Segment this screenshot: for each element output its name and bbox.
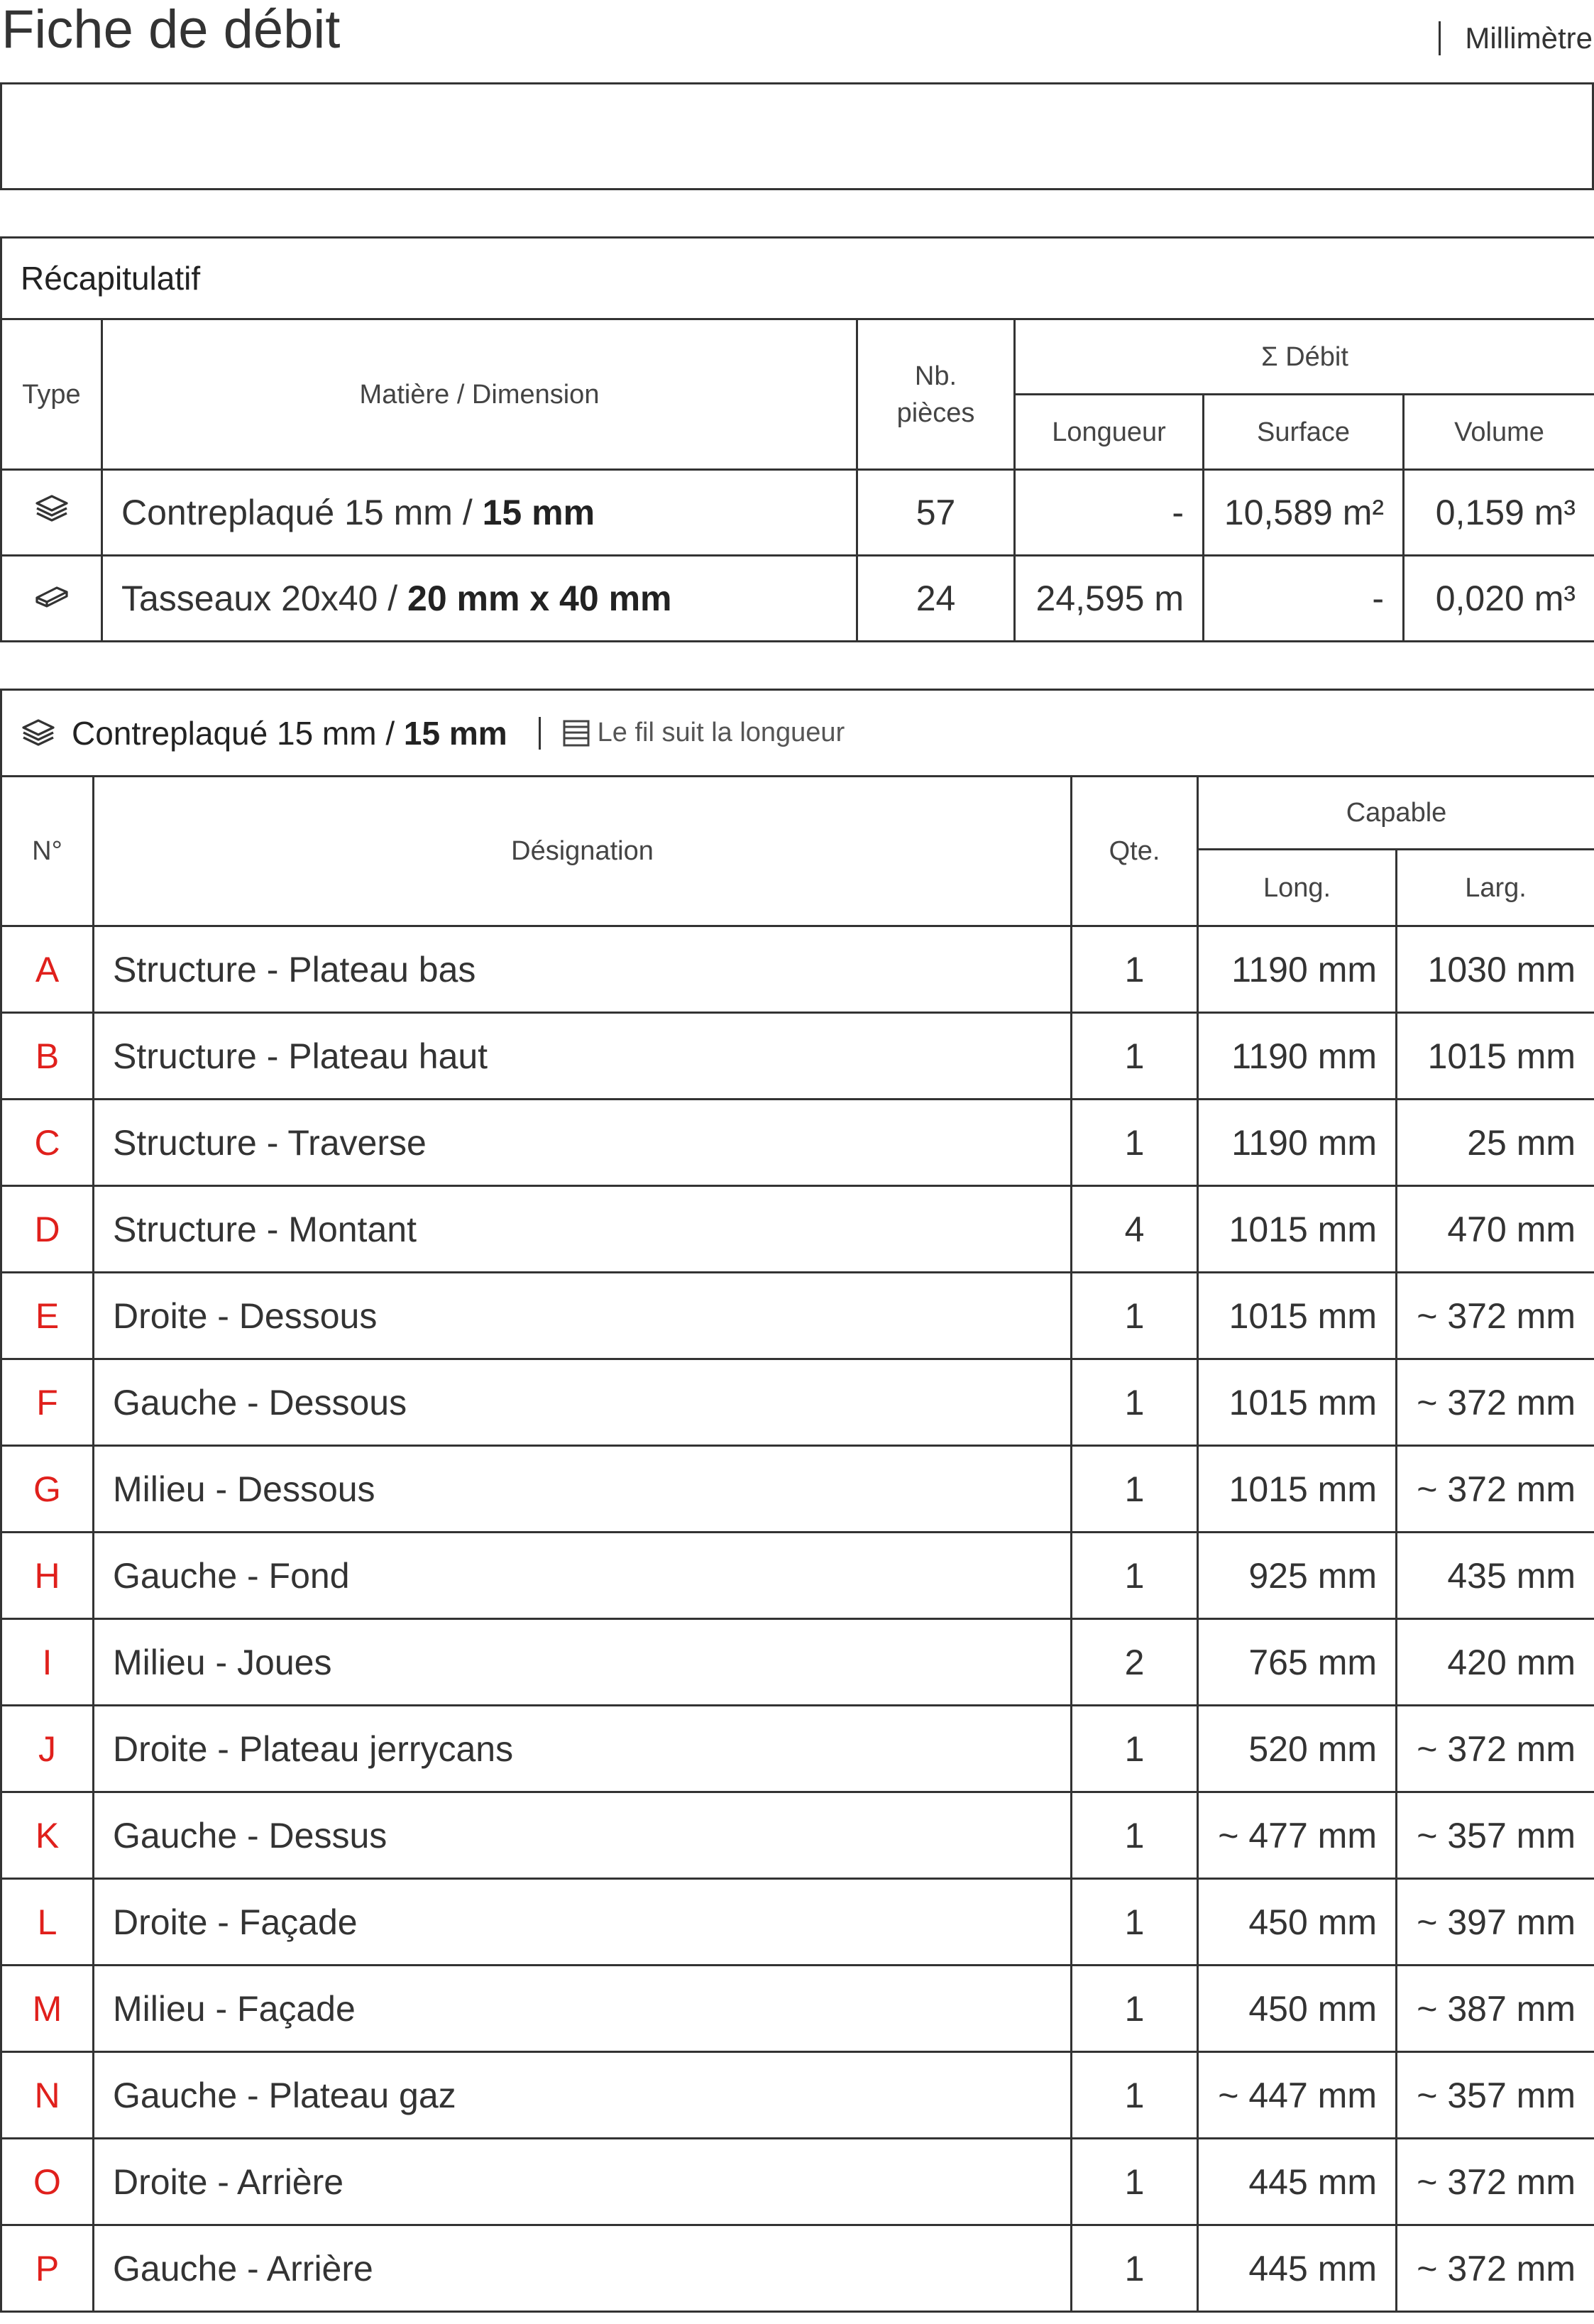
table-row: [1, 1619, 1594, 1706]
part-designation: Droite - Arrière: [94, 2139, 1072, 2225]
part-id: C: [1, 1100, 94, 1186]
part-qty: 1: [1072, 1879, 1198, 1966]
units-indicator: [1439, 17, 1593, 60]
table-row: [1, 1966, 1594, 2052]
part-qty: 1: [1072, 2225, 1198, 2312]
recap-dim-separator: /: [452, 493, 483, 532]
part-long: ~ 477 mm: [1198, 1792, 1397, 1879]
panel-header-capable: Capable: [1198, 777, 1594, 850]
part-id: G: [1, 1446, 94, 1533]
part-larg: 420 mm: [1397, 1619, 1594, 1706]
part-larg: ~ 357 mm: [1397, 2052, 1594, 2139]
part-designation: Structure - Plateau haut: [94, 1013, 1072, 1100]
panel-header-long: Long.: [1198, 850, 1397, 926]
recap-volume: 0,020 m³: [1404, 556, 1594, 642]
part-larg: 470 mm: [1397, 1186, 1594, 1273]
part-larg: 25 mm: [1397, 1100, 1594, 1186]
part-qty: 1: [1072, 2052, 1198, 2139]
part-qty: 1: [1072, 1446, 1198, 1533]
part-long: 445 mm: [1198, 2139, 1397, 2225]
part-designation: Droite - Façade: [94, 1879, 1072, 1966]
part-id: J: [1, 1706, 94, 1792]
part-larg: ~ 372 mm: [1397, 2139, 1594, 2225]
part-long: 450 mm: [1198, 1879, 1397, 1966]
table-row: [1, 2052, 1594, 2139]
plywood-sheet-icon: [21, 718, 56, 749]
panel-header-qty: Qte.: [1072, 777, 1198, 926]
panel-header-larg: Larg.: [1397, 850, 1594, 926]
part-qty: 1: [1072, 1533, 1198, 1619]
part-qty: 1: [1072, 1706, 1198, 1792]
part-designation: Structure - Traverse: [94, 1100, 1072, 1186]
recap-row: [1, 556, 1594, 642]
part-long: 445 mm: [1198, 2225, 1397, 2312]
plywood-sheet-icon: [34, 493, 70, 525]
panel-header-num: N°: [1, 777, 94, 926]
part-designation: Structure - Plateau bas: [94, 926, 1072, 1013]
recap-type-cell: [1, 470, 102, 556]
part-designation: Gauche - Fond: [94, 1533, 1072, 1619]
part-larg: ~ 372 mm: [1397, 1359, 1594, 1446]
table-row: [1, 1013, 1594, 1100]
table-row: [1, 1879, 1594, 1966]
recap-surface: 10,589 m²: [1204, 470, 1404, 556]
part-long: 765 mm: [1198, 1619, 1397, 1706]
part-id: N: [1, 2052, 94, 2139]
recap-header-count-line1: Nb.: [914, 361, 957, 391]
part-long: 1015 mm: [1198, 1273, 1397, 1359]
part-larg: 1030 mm: [1397, 926, 1594, 1013]
recap-material-cell: [102, 470, 857, 556]
part-long: 1015 mm: [1198, 1359, 1397, 1446]
part-designation: Gauche - Dessous: [94, 1359, 1072, 1446]
part-long: 450 mm: [1198, 1966, 1397, 2052]
recap-header-length: Longueur: [1015, 395, 1204, 470]
part-larg: 1015 mm: [1397, 1013, 1594, 1100]
part-designation: Structure - Montant: [94, 1186, 1072, 1273]
part-qty: 1: [1072, 926, 1198, 1013]
part-qty: 1: [1072, 1792, 1198, 1879]
panel-material: Contreplaqué 15 mm: [72, 714, 377, 752]
part-designation: Droite - Dessous: [94, 1273, 1072, 1359]
panel-caption-separator: [539, 717, 541, 750]
recap-count: 24: [857, 556, 1015, 642]
table-row: [1, 1359, 1594, 1446]
part-id: E: [1, 1273, 94, 1359]
recap-header-count-line2: pièces: [896, 398, 975, 428]
recap-volume: 0,159 m³: [1404, 470, 1594, 556]
part-long: 925 mm: [1198, 1533, 1397, 1619]
table-row: [1, 2139, 1594, 2225]
part-designation: Milieu - Joues: [94, 1619, 1072, 1706]
part-id: L: [1, 1879, 94, 1966]
part-long: 1190 mm: [1198, 1100, 1397, 1186]
part-larg: ~ 372 mm: [1397, 1706, 1594, 1792]
part-larg: 435 mm: [1397, 1533, 1594, 1619]
table-row: [1, 1533, 1594, 1619]
part-qty: 1: [1072, 1273, 1198, 1359]
table-row: [1, 2225, 1594, 2312]
table-row: [1, 1273, 1594, 1359]
part-larg: ~ 387 mm: [1397, 1966, 1594, 2052]
part-id: P: [1, 2225, 94, 2312]
recap-material: Contreplaqué 15 mm: [121, 493, 453, 532]
part-qty: 2: [1072, 1619, 1198, 1706]
batten-icon: [33, 582, 71, 610]
part-larg: ~ 372 mm: [1397, 1446, 1594, 1533]
panel-table: [0, 689, 1594, 2313]
recap-material: Tasseaux 20x40: [121, 579, 378, 618]
recap-caption: Récapitulatif: [1, 238, 1594, 319]
table-row: [1, 1186, 1594, 1273]
panel-dimension: 15 mm: [403, 714, 507, 752]
part-qty: 1: [1072, 1359, 1198, 1446]
part-id: M: [1, 1966, 94, 2052]
part-qty: 1: [1072, 2139, 1198, 2225]
recap-material-cell: [102, 556, 857, 642]
part-long: 1015 mm: [1198, 1186, 1397, 1273]
part-larg: ~ 397 mm: [1397, 1879, 1594, 1966]
recap-header-surface: Surface: [1204, 395, 1404, 470]
part-larg: ~ 372 mm: [1397, 1273, 1594, 1359]
units-separator: [1439, 21, 1441, 55]
part-id: O: [1, 2139, 94, 2225]
part-designation: Gauche - Dessus: [94, 1792, 1072, 1879]
part-larg: ~ 357 mm: [1397, 1792, 1594, 1879]
page-title: Fiche de débit: [1, 0, 341, 60]
notes-box: [0, 82, 1594, 190]
recap-header-type: Type: [1, 319, 102, 470]
part-designation: Gauche - Arrière: [94, 2225, 1072, 2312]
recap-dim-separator: /: [378, 579, 408, 618]
panel-dim-separator: /: [376, 714, 404, 752]
part-qty: 1: [1072, 1966, 1198, 2052]
part-qty: 1: [1072, 1100, 1198, 1186]
recap-header-volume: Volume: [1404, 395, 1594, 470]
recap-type-cell: [1, 556, 102, 642]
recap-dimension: 15 mm: [482, 493, 595, 532]
part-qty: 4: [1072, 1186, 1198, 1273]
part-designation: Milieu - Façade: [94, 1966, 1072, 2052]
part-designation: Droite - Plateau jerrycans: [94, 1706, 1072, 1792]
recap-table: [0, 236, 1594, 642]
part-id: I: [1, 1619, 94, 1706]
recap-count: 57: [857, 470, 1015, 556]
table-row: [1, 926, 1594, 1013]
part-id: A: [1, 926, 94, 1013]
part-long: 1190 mm: [1198, 1013, 1397, 1100]
part-id: F: [1, 1359, 94, 1446]
table-row: [1, 1100, 1594, 1186]
page-header: [0, 0, 1594, 71]
recap-surface: -: [1204, 556, 1404, 642]
part-long: 1015 mm: [1198, 1446, 1397, 1533]
recap-header-count: [857, 319, 1015, 470]
recap-length: -: [1015, 470, 1204, 556]
part-id: B: [1, 1013, 94, 1100]
table-row: [1, 1706, 1594, 1792]
recap-length: 24,595 m: [1015, 556, 1204, 642]
part-long: 520 mm: [1198, 1706, 1397, 1792]
panel-caption: [1, 690, 1594, 777]
part-long: 1190 mm: [1198, 926, 1397, 1013]
table-row: [1, 1792, 1594, 1879]
panel-header-designation: Désignation: [94, 777, 1072, 926]
part-long: ~ 447 mm: [1198, 2052, 1397, 2139]
table-row: [1, 1446, 1594, 1533]
part-id: H: [1, 1533, 94, 1619]
part-designation: Gauche - Plateau gaz: [94, 2052, 1072, 2139]
grain-lines-icon: [562, 719, 590, 747]
part-qty: 1: [1072, 1013, 1198, 1100]
recap-header-material: Matière / Dimension: [102, 319, 857, 470]
recap-header-sum: Σ Débit: [1015, 319, 1594, 395]
part-larg: ~ 372 mm: [1397, 2225, 1594, 2312]
part-designation: Milieu - Dessous: [94, 1446, 1072, 1533]
recap-dimension: 20 mm x 40 mm: [407, 579, 672, 618]
part-id: K: [1, 1792, 94, 1879]
part-id: D: [1, 1186, 94, 1273]
recap-row: [1, 470, 1594, 556]
panel-grain-label: Le fil suit la longueur: [597, 718, 845, 747]
units-label: Millimètre: [1465, 21, 1593, 55]
